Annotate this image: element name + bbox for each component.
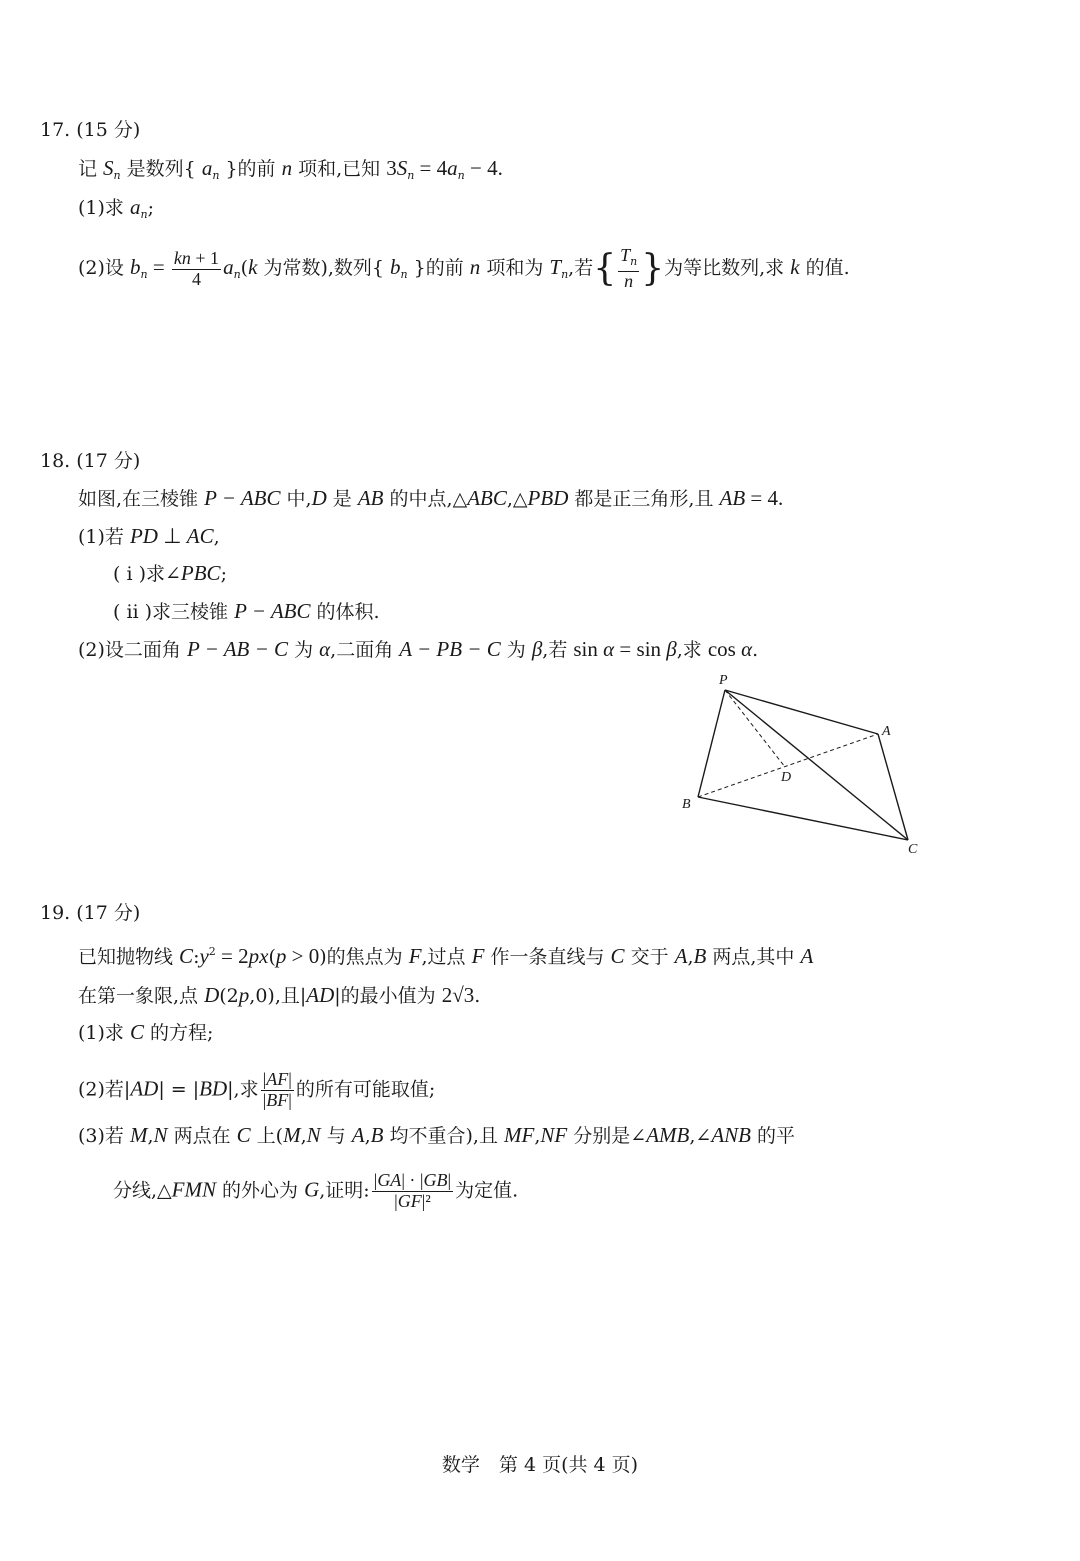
edge-PD-dashed xyxy=(725,690,785,767)
problem-line xyxy=(78,1020,213,1045)
fraction-denominator xyxy=(192,270,201,290)
pyramid-figure xyxy=(670,665,940,865)
text-run: ,二面角 xyxy=(330,639,400,661)
problem-line xyxy=(78,637,758,662)
math-symbol: P − ABC xyxy=(234,599,311,623)
math-symbol: D xyxy=(311,486,327,510)
text-run: 分别是∠ xyxy=(567,1125,647,1147)
math-symbol: b xyxy=(129,255,141,279)
math-symbol: AMB xyxy=(646,1123,690,1147)
text-run: 为定值. xyxy=(455,1179,519,1202)
problem-line xyxy=(78,1123,795,1148)
text-run: ,过点 xyxy=(421,946,472,968)
text-run: 分线,△ xyxy=(113,1179,172,1202)
text-run: }的前 xyxy=(219,158,282,180)
math-symbol: T xyxy=(549,255,562,279)
math-symbol: M xyxy=(129,1123,148,1147)
fraction-denominator xyxy=(624,272,633,292)
subscript: n xyxy=(233,268,241,281)
page-footer: 数学 第 4 页(共 4 页) xyxy=(441,1454,639,1476)
math-symbol: > 0 xyxy=(286,944,320,968)
text-run: . xyxy=(474,985,481,1007)
math-symbol: | xyxy=(373,1170,378,1190)
math-symbol: FMN xyxy=(171,1177,216,1202)
math-symbol: = 4. xyxy=(745,486,784,510)
math-symbol: α xyxy=(319,637,331,661)
math-symbol: AB xyxy=(357,486,384,510)
math-symbol: B xyxy=(693,944,707,968)
superscript: 2 xyxy=(208,945,216,958)
text-run: : xyxy=(193,946,200,968)
math-symbol: | xyxy=(262,1090,267,1110)
text-run: |,求 xyxy=(227,1078,259,1101)
text-run: 上( xyxy=(250,1125,284,1147)
math-symbol: β xyxy=(666,637,677,661)
math-symbol: NF xyxy=(540,1123,568,1147)
text-run: ( ⅰ )求∠ xyxy=(113,563,181,585)
math-symbol: ⊥ xyxy=(157,524,187,548)
text-run: 是 xyxy=(326,488,358,510)
math-symbol: D xyxy=(204,983,220,1007)
fraction-numerator xyxy=(618,246,639,272)
subscript: n xyxy=(113,169,121,182)
problem-heading xyxy=(40,449,140,473)
text-run: 均不重合),且 xyxy=(383,1125,504,1147)
text-run: , xyxy=(364,1125,371,1147)
math-symbol: α xyxy=(603,637,615,661)
math-symbol: px xyxy=(248,944,269,968)
edge-AB-dashed xyxy=(698,734,878,797)
text-run: 在第一象限,点 xyxy=(78,985,205,1007)
math-symbol: sin xyxy=(573,637,604,661)
text-run: 为 xyxy=(500,639,532,661)
text-run: 中, xyxy=(280,488,312,510)
math-symbol: GF xyxy=(397,1191,422,1211)
text-run: 的外心为 xyxy=(215,1179,305,1202)
math-symbol: C xyxy=(236,1123,251,1147)
math-symbol: = 4 xyxy=(414,156,448,180)
math-symbol: P − AB − C xyxy=(186,637,289,661)
text-run: )的焦点为 xyxy=(319,946,409,968)
problem-heading xyxy=(40,901,140,925)
problem-line xyxy=(78,486,783,511)
math-symbol: PBD xyxy=(527,486,569,510)
math-symbol: = sin xyxy=(614,637,667,661)
math-symbol: A xyxy=(800,944,814,968)
math-symbol: | xyxy=(288,1090,292,1110)
math-symbol: C xyxy=(610,944,625,968)
math-symbol: − 4. xyxy=(464,156,503,180)
edge-AC xyxy=(878,734,908,840)
text-run: , xyxy=(534,1125,541,1147)
math-symbol: n xyxy=(624,271,634,291)
math-symbol: F xyxy=(408,944,422,968)
math-symbol: p xyxy=(238,983,250,1007)
fraction xyxy=(618,246,639,292)
math-symbol: β xyxy=(531,637,543,661)
label-B: B xyxy=(682,797,691,812)
text-run: 是数列{ xyxy=(120,158,202,180)
subscript: n xyxy=(400,268,408,281)
text-run: 作一条直线与 xyxy=(484,946,611,968)
text-run: 项和为 xyxy=(480,257,550,279)
math-symbol: p xyxy=(275,944,287,968)
text-run: (2)设 xyxy=(78,257,130,279)
text-run: . xyxy=(752,639,759,661)
math-symbol: = 2 xyxy=(215,944,249,968)
text-run: 与 xyxy=(320,1125,352,1147)
math-symbol: G xyxy=(304,1177,320,1202)
math-symbol: F xyxy=(471,944,485,968)
label-A: A xyxy=(882,724,891,739)
text-run: ,证明: xyxy=(319,1179,370,1202)
problem-line xyxy=(78,524,220,549)
text-run: 17. (15 分) xyxy=(40,119,141,141)
math-symbol: PD xyxy=(129,524,158,548)
math-symbol: 3 xyxy=(386,156,397,180)
math-symbol: k xyxy=(248,255,258,279)
math-symbol: b xyxy=(390,255,401,279)
edge-PC xyxy=(725,690,908,840)
text-run: | = | xyxy=(158,1078,200,1101)
math-symbol: C xyxy=(129,1020,144,1044)
text-run: ,∠ xyxy=(689,1125,712,1147)
text-run: 的所有可能取值; xyxy=(295,1078,436,1101)
math-symbol: AB xyxy=(719,486,746,510)
fraction-numerator xyxy=(172,249,221,270)
math-symbol: + 1 xyxy=(190,247,220,268)
math-symbol: a xyxy=(447,156,458,180)
label-D: D xyxy=(781,770,792,785)
text-run: ,若 xyxy=(542,639,574,661)
left-brace: { xyxy=(593,248,617,289)
subscript: n xyxy=(457,169,465,182)
math-symbol: = xyxy=(147,255,170,279)
subscript: n xyxy=(561,268,569,281)
text-run: (2 xyxy=(219,985,239,1007)
math-symbol: 2√3 xyxy=(441,983,475,1007)
text-run: ( ⅱ )求三棱锥 xyxy=(113,601,235,623)
math-symbol: N xyxy=(306,1123,321,1147)
edge-PB xyxy=(698,690,725,797)
label-P: P xyxy=(719,673,728,688)
text-run: , xyxy=(147,1125,154,1147)
math-symbol: a xyxy=(223,255,234,279)
problem-line xyxy=(78,1070,435,1111)
edge-BC xyxy=(698,797,908,840)
text-run: 如图,在三棱锥 xyxy=(78,488,205,510)
text-run: 的平 xyxy=(750,1125,796,1147)
subscript: n xyxy=(212,169,220,182)
text-run: , xyxy=(687,946,694,968)
fraction-numerator xyxy=(261,1070,294,1091)
math-symbol: C xyxy=(179,944,194,968)
text-run: 的中点,△ xyxy=(383,488,468,510)
text-run: ,0),且| xyxy=(249,985,307,1007)
math-symbol: A xyxy=(674,944,688,968)
text-run: ,△ xyxy=(506,488,528,510)
problem-line xyxy=(78,156,503,188)
math-symbol: | xyxy=(447,1170,452,1190)
math-symbol: S xyxy=(103,156,114,180)
math-symbol: GA xyxy=(377,1170,402,1190)
problem-line xyxy=(113,599,380,624)
text-run: }的前 xyxy=(407,257,470,279)
math-symbol: y xyxy=(199,944,209,968)
text-run: 的体积. xyxy=(310,601,380,623)
math-symbol: ANB xyxy=(711,1123,751,1147)
fraction-numerator xyxy=(372,1171,453,1192)
edge-PA xyxy=(725,690,878,734)
text-run: (1)求 xyxy=(78,197,130,219)
text-run: 的值. xyxy=(799,257,850,279)
text-run: 19. (17 分) xyxy=(40,902,141,924)
label-C: C xyxy=(908,842,918,857)
text-run: ; xyxy=(147,197,154,219)
text-run: 的方程; xyxy=(143,1022,214,1044)
text-run: 为 xyxy=(288,639,320,661)
math-symbol: k xyxy=(790,255,800,279)
math-symbol: α xyxy=(741,637,753,661)
text-run: ,若 xyxy=(568,257,594,279)
math-symbol: kn xyxy=(173,247,191,268)
text-run: ,求 xyxy=(676,639,708,661)
text-run: , xyxy=(213,526,220,548)
fraction xyxy=(172,249,221,290)
math-symbol: N xyxy=(153,1123,168,1147)
subscript: n xyxy=(140,208,148,221)
text-run: ( xyxy=(268,946,276,968)
math-symbol: P − ABC xyxy=(204,486,281,510)
problem-line xyxy=(78,195,154,227)
subscript: n xyxy=(407,169,415,182)
text-run: |的最小值为 xyxy=(334,985,442,1007)
fraction xyxy=(261,1070,294,1111)
math-symbol: a xyxy=(129,195,141,219)
text-run: 项和,已知 xyxy=(292,158,387,180)
text-run: (1)若 xyxy=(78,526,130,548)
text-run: 18. (17 分) xyxy=(40,450,141,472)
text-run: 为常数),数列{ xyxy=(257,257,391,279)
math-symbol: S xyxy=(396,156,408,180)
math-symbol: cos xyxy=(707,637,742,661)
text-run: (1)求 xyxy=(78,1022,130,1044)
math-symbol: PBC xyxy=(180,561,221,585)
problem-line xyxy=(113,1171,518,1212)
math-symbol: | · | xyxy=(401,1170,424,1190)
math-symbol: ABC xyxy=(467,486,507,510)
text-run: 两点在 xyxy=(167,1125,237,1147)
math-symbol: n xyxy=(469,255,481,279)
math-symbol: B xyxy=(370,1123,384,1147)
math-symbol: | xyxy=(288,1069,292,1089)
text-run: 交于 xyxy=(624,946,675,968)
text-run: 都是正三角形,且 xyxy=(568,488,720,510)
math-symbol: BD xyxy=(199,1076,228,1101)
math-symbol: n xyxy=(281,156,293,180)
math-symbol: AC xyxy=(186,524,214,548)
math-symbol: AF xyxy=(266,1069,289,1089)
math-symbol: AD xyxy=(306,983,335,1007)
math-symbol: A xyxy=(351,1123,365,1147)
right-brace: } xyxy=(641,248,665,289)
subscript: n xyxy=(630,255,638,268)
math-symbol: 4 xyxy=(191,268,201,289)
math-symbol: | xyxy=(262,1069,267,1089)
math-symbol: BF xyxy=(266,1090,289,1110)
text-run: 记 xyxy=(78,158,104,180)
text-run: 已知抛物线 xyxy=(78,946,180,968)
text-run: 为等比数列,求 xyxy=(664,257,791,279)
text-run: 两点,其中 xyxy=(706,946,801,968)
fraction-denominator xyxy=(263,1091,292,1111)
math-symbol: | xyxy=(394,1191,398,1211)
text-run: (3)若 xyxy=(78,1125,130,1147)
problem-line xyxy=(78,246,850,292)
problem-line xyxy=(78,940,813,969)
math-symbol: a xyxy=(201,156,213,180)
problem-line xyxy=(78,983,480,1008)
problem-heading xyxy=(40,118,140,142)
text-run: (2)若| xyxy=(78,1078,131,1101)
math-symbol: |² xyxy=(421,1191,431,1211)
math-symbol: AD xyxy=(130,1076,159,1101)
subscript: n xyxy=(140,268,148,281)
text-run: , xyxy=(300,1125,307,1147)
math-symbol: T xyxy=(620,245,631,265)
math-symbol: M xyxy=(283,1123,301,1147)
text-run: (2)设二面角 xyxy=(78,639,187,661)
problem-line xyxy=(113,561,227,586)
text-run: ( xyxy=(240,257,249,279)
math-symbol: GB xyxy=(423,1170,448,1190)
fraction-denominator xyxy=(394,1192,431,1212)
text-run: ; xyxy=(220,563,227,585)
fraction xyxy=(372,1171,453,1212)
math-symbol: MF xyxy=(504,1123,535,1147)
math-symbol: A − PB − C xyxy=(399,637,501,661)
